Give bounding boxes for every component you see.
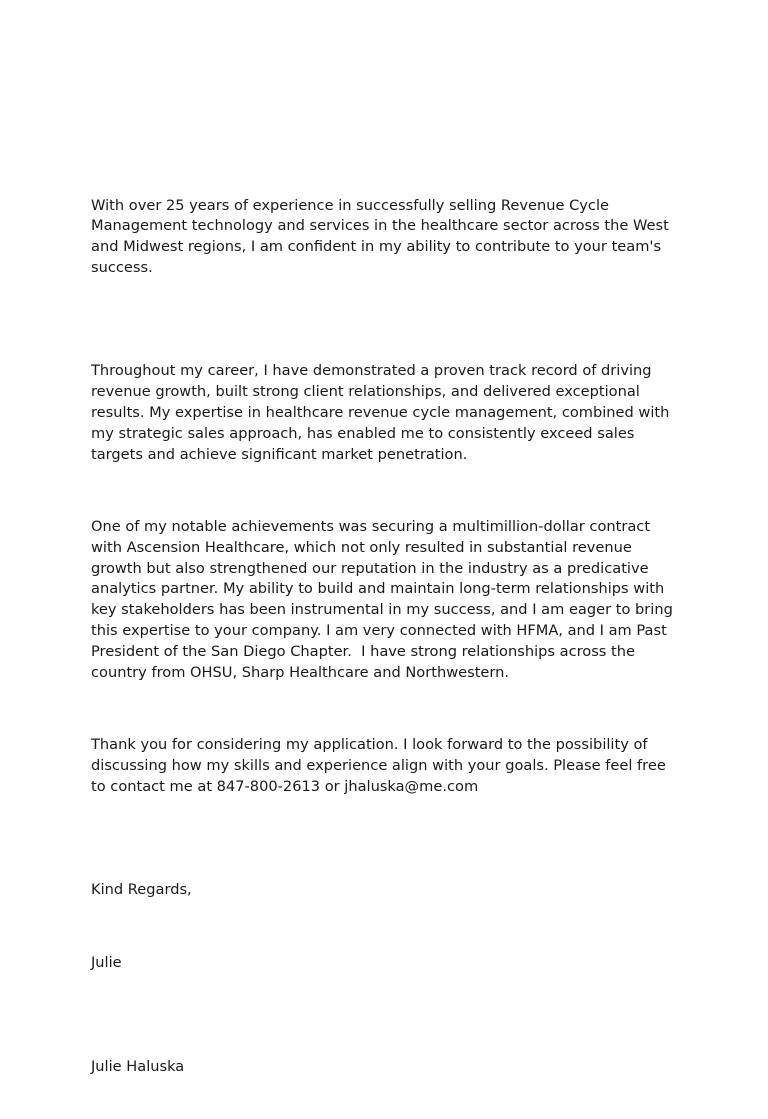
- cover-letter-body: [91, 154, 681, 1119]
- paragraph-experience: With over 25 years of experience in successfully selling Revenue Cycle Management technology and services in the healthcare sector across the West and Midwest regions, I am confident in my ability to contribute to your team's success.: [91, 196, 674, 276]
- signature-full-name: Julie Haluska: [91, 1057, 185, 1075]
- signature-first-name: Julie: [91, 954, 122, 972]
- paragraph-career: Throughout my career, I have demonstrated a proven track record of driving revenue growth, built strong client relationships, and delivered exceptional results. My expertise in healthcare revenue cycle management, combined with my strategic sales approach, has enabled me to consistently exceed sales targets and achieve significant market penetration.: [91, 362, 675, 463]
- closing-line: Kind Regards,: [91, 880, 192, 898]
- paragraph-achievements: One of my notable achievements was securing a multimillion-dollar contract with Ascension Healthcare, which not only resulted in substantial revenue growth but also strengthened our reputation in the industry as a predicative analytics partner. My ability to build and maintain long-term relationships with key stakeholders has been instrumental in my success, and I am eager to bring this expertise to your company. I am very connected with HFMA, and I am Past President of the San Diego Chapter. I have strong relationships across the country from OHSU, Sharp Healthcare and Northwestern.: [91, 517, 678, 681]
- paragraph-thank-you: Thank you for considering my application. I look forward to the possibility of discussing how my skills and experience align with your goals. Please feel free to contact me at 847-800-2613 or jhaluska@me.com: [91, 735, 671, 795]
